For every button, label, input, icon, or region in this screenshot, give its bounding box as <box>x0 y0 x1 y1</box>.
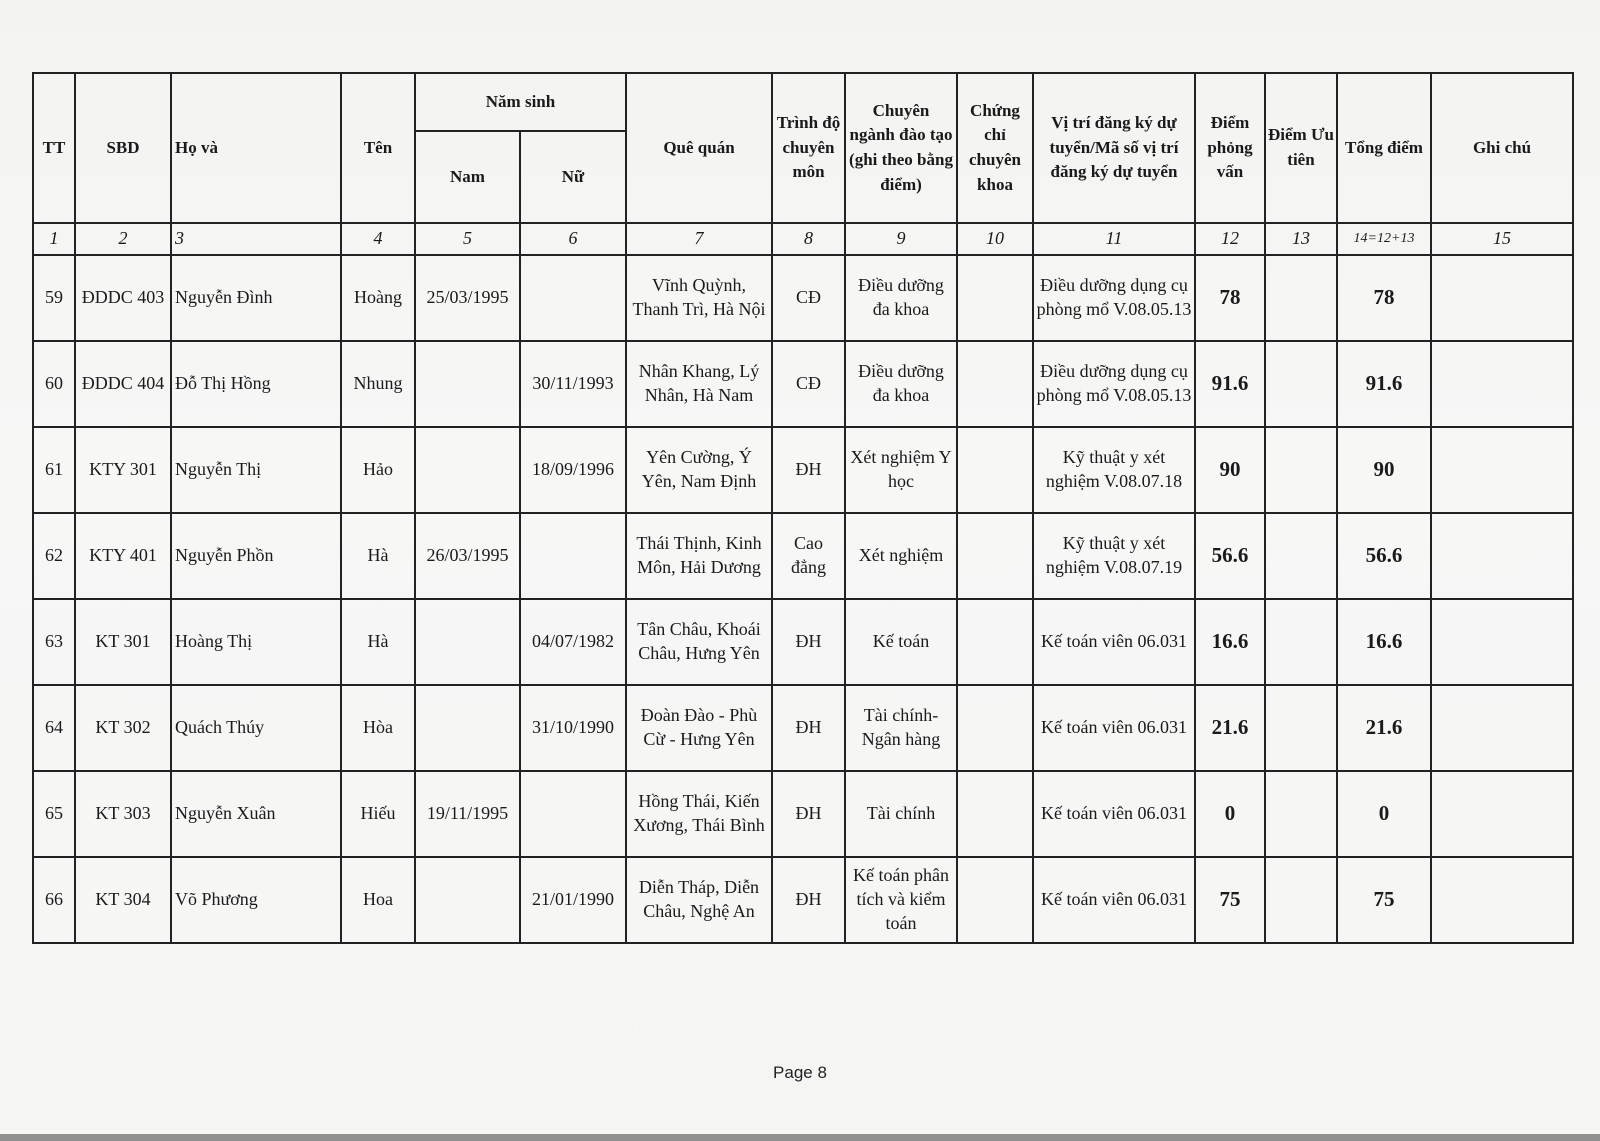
column-number: 8 <box>772 223 845 255</box>
cell-trinh-do: ĐH <box>772 599 845 685</box>
cell-ho: Nguyễn Phồn <box>171 513 341 599</box>
cell-chung-chi <box>957 427 1033 513</box>
scan-edge-strip <box>0 1134 1600 1141</box>
cell-diem-uu-tien <box>1265 341 1337 427</box>
cell-tt: 66 <box>33 857 75 943</box>
cell-que-quan: Nhân Khang, Lý Nhân, Hà Nam <box>626 341 772 427</box>
cell-ghi-chu <box>1431 771 1573 857</box>
header-vi-tri: Vị trí đăng ký dự tuyển/Mã số vị trí đăng ký dự tuyển <box>1033 73 1195 223</box>
cell-nu: 31/10/1990 <box>520 685 626 771</box>
cell-chuyen-nganh: Xét nghiệm <box>845 513 957 599</box>
column-number: 3 <box>171 223 341 255</box>
cell-vi-tri: Kỹ thuật y xét nghiệm V.08.07.19 <box>1033 513 1195 599</box>
cell-que-quan: Vĩnh Quỳnh, Thanh Trì, Hà Nội <box>626 255 772 341</box>
cell-chung-chi <box>957 685 1033 771</box>
cell-ten: Hòa <box>341 685 415 771</box>
cell-diem-phong-van: 56.6 <box>1195 513 1265 599</box>
cell-chung-chi <box>957 599 1033 685</box>
cell-nam <box>415 341 520 427</box>
cell-vi-tri: Điều dưỡng dụng cụ phòng mổ V.08.05.13 <box>1033 341 1195 427</box>
cell-ten: Hà <box>341 599 415 685</box>
cell-ten: Hoàng <box>341 255 415 341</box>
column-number: 12 <box>1195 223 1265 255</box>
cell-nu <box>520 513 626 599</box>
cell-trinh-do: ĐH <box>772 771 845 857</box>
table-row <box>33 857 1573 943</box>
page-number: Page 8 <box>773 1063 827 1082</box>
cell-ho: Nguyễn Xuân <box>171 771 341 857</box>
cell-vi-tri: Kế toán viên 06.031 <box>1033 771 1195 857</box>
cell-tt: 64 <box>33 685 75 771</box>
header-nu: Nữ <box>520 131 626 223</box>
cell-que-quan: Diễn Tháp, Diễn Châu, Nghệ An <box>626 857 772 943</box>
cell-nu: 30/11/1993 <box>520 341 626 427</box>
cell-sbd: KT 304 <box>75 857 171 943</box>
cell-nam <box>415 685 520 771</box>
cell-diem-uu-tien <box>1265 599 1337 685</box>
header-sbd: SBD <box>75 73 171 223</box>
cell-diem-uu-tien <box>1265 255 1337 341</box>
cell-ho: Hoàng Thị <box>171 599 341 685</box>
cell-sbd: KT 303 <box>75 771 171 857</box>
cell-diem-phong-van: 75 <box>1195 857 1265 943</box>
table-row <box>33 341 1573 427</box>
cell-tong-diem: 91.6 <box>1337 341 1431 427</box>
cell-ho: Đỗ Thị Hồng <box>171 341 341 427</box>
column-number: 1 <box>33 223 75 255</box>
cell-chuyen-nganh: Tài chính <box>845 771 957 857</box>
cell-nam <box>415 599 520 685</box>
column-number: 14=12+13 <box>1337 223 1431 255</box>
cell-ghi-chu <box>1431 857 1573 943</box>
table-row <box>33 685 1573 771</box>
cell-diem-phong-van: 90 <box>1195 427 1265 513</box>
cell-sbd: KTY 401 <box>75 513 171 599</box>
cell-chuyen-nganh: Tài chính-Ngân hàng <box>845 685 957 771</box>
cell-ten: Hảo <box>341 427 415 513</box>
table-row <box>33 771 1573 857</box>
column-number: 2 <box>75 223 171 255</box>
header-trinh-do: Trình độ chuyên môn <box>772 73 845 223</box>
cell-ghi-chu <box>1431 685 1573 771</box>
cell-tong-diem: 90 <box>1337 427 1431 513</box>
cell-ten: Hiếu <box>341 771 415 857</box>
cell-trinh-do: Cao đẳng <box>772 513 845 599</box>
column-number: 15 <box>1431 223 1573 255</box>
header-chung-chi: Chứng chỉ chuyên khoa <box>957 73 1033 223</box>
cell-chung-chi <box>957 341 1033 427</box>
cell-nam <box>415 857 520 943</box>
table-row <box>33 599 1573 685</box>
cell-diem-uu-tien <box>1265 685 1337 771</box>
cell-trinh-do: CĐ <box>772 341 845 427</box>
cell-trinh-do: ĐH <box>772 427 845 513</box>
cell-chung-chi <box>957 857 1033 943</box>
cell-nu <box>520 255 626 341</box>
cell-ghi-chu <box>1431 341 1573 427</box>
cell-chuyen-nganh: Kế toán <box>845 599 957 685</box>
cell-que-quan: Hồng Thái, Kiến Xương, Thái Bình <box>626 771 772 857</box>
column-number-row <box>33 223 1573 255</box>
table-row <box>33 513 1573 599</box>
header-ho-va: Họ và <box>171 73 341 223</box>
cell-nam <box>415 427 520 513</box>
cell-diem-uu-tien <box>1265 427 1337 513</box>
cell-ho: Nguyễn Đình <box>171 255 341 341</box>
cell-ghi-chu <box>1431 427 1573 513</box>
column-number: 6 <box>520 223 626 255</box>
cell-diem-phong-van: 21.6 <box>1195 685 1265 771</box>
cell-sbd: ĐDDC 404 <box>75 341 171 427</box>
cell-chuyen-nganh: Điều dưỡng đa khoa <box>845 341 957 427</box>
header-chuyen-nganh: Chuyên ngành đào tạo (ghi theo bằng điểm) <box>845 73 957 223</box>
column-number: 4 <box>341 223 415 255</box>
cell-trinh-do: CĐ <box>772 255 845 341</box>
cell-chuyen-nganh: Kế toán phân tích và kiểm toán <box>845 857 957 943</box>
cell-tt: 60 <box>33 341 75 427</box>
cell-sbd: KTY 301 <box>75 427 171 513</box>
table-row <box>33 427 1573 513</box>
header-ghi-chu: Ghi chú <box>1431 73 1573 223</box>
column-number: 10 <box>957 223 1033 255</box>
header-tt: TT <box>33 73 75 223</box>
column-number: 7 <box>626 223 772 255</box>
cell-sbd: ĐDDC 403 <box>75 255 171 341</box>
cell-tt: 59 <box>33 255 75 341</box>
header-nam-sinh: Năm sinh <box>415 73 626 131</box>
cell-diem-phong-van: 78 <box>1195 255 1265 341</box>
cell-sbd: KT 301 <box>75 599 171 685</box>
cell-trinh-do: ĐH <box>772 857 845 943</box>
cell-chung-chi <box>957 255 1033 341</box>
cell-diem-uu-tien <box>1265 857 1337 943</box>
cell-ho: Quách Thúy <box>171 685 341 771</box>
cell-que-quan: Thái Thịnh, Kinh Môn, Hải Dương <box>626 513 772 599</box>
cell-ho: Võ Phương <box>171 857 341 943</box>
header-tong-diem: Tổng điểm <box>1337 73 1431 223</box>
header-diem-phong-van: Điểm phỏng vấn <box>1195 73 1265 223</box>
cell-nam: 26/03/1995 <box>415 513 520 599</box>
cell-nu <box>520 771 626 857</box>
cell-diem-phong-van: 16.6 <box>1195 599 1265 685</box>
cell-nu: 18/09/1996 <box>520 427 626 513</box>
cell-diem-uu-tien <box>1265 513 1337 599</box>
cell-vi-tri: Điều dưỡng dụng cụ phòng mổ V.08.05.13 <box>1033 255 1195 341</box>
cell-ho: Nguyễn Thị <box>171 427 341 513</box>
cell-ten: Nhung <box>341 341 415 427</box>
cell-ten: Hà <box>341 513 415 599</box>
cell-tt: 62 <box>33 513 75 599</box>
cell-tong-diem: 56.6 <box>1337 513 1431 599</box>
table-row <box>33 255 1573 341</box>
cell-ghi-chu <box>1431 513 1573 599</box>
column-number: 5 <box>415 223 520 255</box>
column-number: 9 <box>845 223 957 255</box>
cell-ten: Hoa <box>341 857 415 943</box>
cell-diem-uu-tien <box>1265 771 1337 857</box>
cell-ghi-chu <box>1431 599 1573 685</box>
cell-vi-tri: Kế toán viên 06.031 <box>1033 685 1195 771</box>
cell-chung-chi <box>957 513 1033 599</box>
cell-que-quan: Yên Cường, Ý Yên, Nam Định <box>626 427 772 513</box>
cell-nu: 04/07/1982 <box>520 599 626 685</box>
cell-diem-phong-van: 91.6 <box>1195 341 1265 427</box>
header-ten: Tên <box>341 73 415 223</box>
cell-tt: 61 <box>33 427 75 513</box>
cell-chuyen-nganh: Xét nghiệm Y học <box>845 427 957 513</box>
cell-vi-tri: Kế toán viên 06.031 <box>1033 599 1195 685</box>
header-diem-uu-tien: Điểm Ưu tiên <box>1265 73 1337 223</box>
cell-nu: 21/01/1990 <box>520 857 626 943</box>
cell-vi-tri: Kế toán viên 06.031 <box>1033 857 1195 943</box>
cell-diem-phong-van: 0 <box>1195 771 1265 857</box>
cell-que-quan: Tân Châu, Khoái Châu, Hưng Yên <box>626 599 772 685</box>
cell-tt: 63 <box>33 599 75 685</box>
cell-nam: 25/03/1995 <box>415 255 520 341</box>
candidate-score-table <box>32 72 1574 944</box>
cell-trinh-do: ĐH <box>772 685 845 771</box>
cell-chuyen-nganh: Điều dưỡng đa khoa <box>845 255 957 341</box>
cell-tong-diem: 78 <box>1337 255 1431 341</box>
cell-tong-diem: 0 <box>1337 771 1431 857</box>
header-que-quan: Quê quán <box>626 73 772 223</box>
header-nam: Nam <box>415 131 520 223</box>
cell-sbd: KT 302 <box>75 685 171 771</box>
cell-tt: 65 <box>33 771 75 857</box>
cell-que-quan: Đoàn Đào - Phù Cừ - Hưng Yên <box>626 685 772 771</box>
column-number: 11 <box>1033 223 1195 255</box>
column-number: 13 <box>1265 223 1337 255</box>
cell-chung-chi <box>957 771 1033 857</box>
cell-vi-tri: Kỹ thuật y xét nghiệm V.08.07.18 <box>1033 427 1195 513</box>
cell-tong-diem: 75 <box>1337 857 1431 943</box>
cell-tong-diem: 16.6 <box>1337 599 1431 685</box>
cell-nam: 19/11/1995 <box>415 771 520 857</box>
cell-ghi-chu <box>1431 255 1573 341</box>
cell-tong-diem: 21.6 <box>1337 685 1431 771</box>
